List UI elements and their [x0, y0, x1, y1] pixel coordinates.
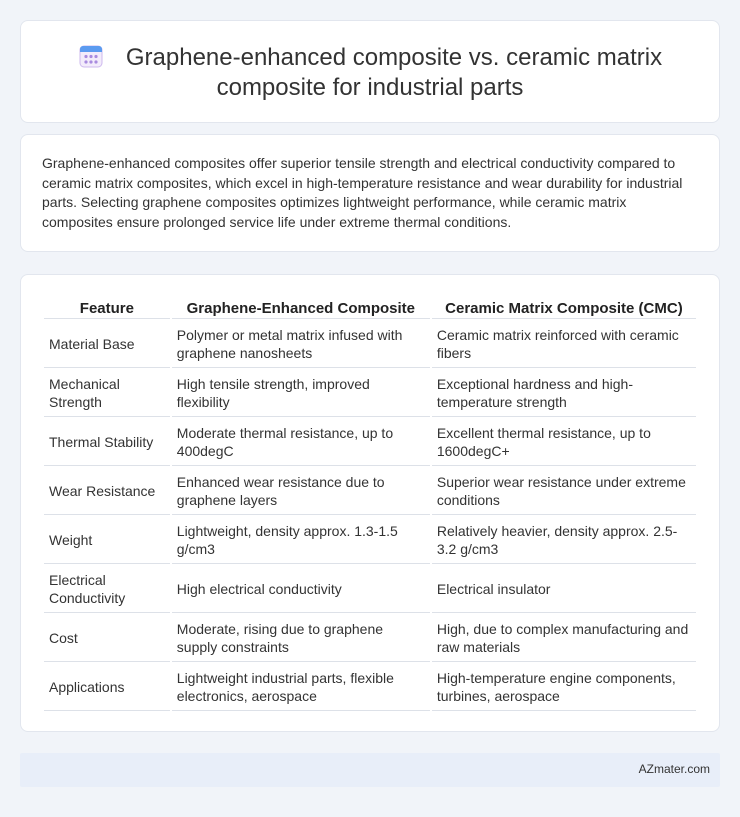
ceramic-cell: High-temperature engine components, turbines, aerospace: [432, 664, 696, 711]
comparison-table: [42, 295, 698, 713]
table-row: [44, 468, 696, 515]
table-row: [44, 419, 696, 466]
footer-site-link[interactable]: AZmater.com: [638, 762, 710, 776]
table-row: [44, 664, 696, 711]
feature-cell: Thermal Stability: [44, 419, 170, 466]
feature-cell: Material Base: [44, 321, 170, 368]
page-title: Graphene-enhanced composite vs. ceramic matrix composite for industrial parts: [125, 44, 663, 101]
ceramic-cell: High, due to complex manufacturing and raw materials: [432, 615, 696, 662]
table-row: [44, 615, 696, 662]
table-row: [44, 321, 696, 368]
title-card: [20, 20, 720, 123]
summary-card: [20, 134, 720, 252]
ceramic-cell: Superior wear resistance under extreme conditions: [432, 468, 696, 515]
calendar-icon: [78, 43, 104, 69]
comparison-card: [20, 274, 720, 732]
ceramic-cell: Excellent thermal resistance, up to 1600degC+: [432, 419, 696, 466]
summary-text: Graphene-enhanced composites offer superior tensile strength and electrical conductivity compared to ceramic matrix composites, which excel in high-temperature resistance and wear durability for industrial parts. Selecting graphene composites optimizes lightweight performance, while ceramic matrix composites ensure prolonged service life under extreme thermal conditions.: [42, 155, 683, 230]
ceramic-cell: Exceptional hardness and high-temperature strength: [432, 370, 696, 417]
graphene-cell: Polymer or metal matrix infused with graphene nanosheets: [172, 321, 430, 368]
header-feature: Feature: [44, 297, 170, 319]
graphene-cell: Enhanced wear resistance due to graphene layers: [172, 468, 430, 515]
feature-cell: Cost: [44, 615, 170, 662]
table-row: [44, 370, 696, 417]
feature-cell: Weight: [44, 517, 170, 564]
graphene-cell: Moderate, rising due to graphene supply constraints: [172, 615, 430, 662]
feature-cell: Applications: [44, 664, 170, 711]
graphene-cell: Lightweight, density approx. 1.3-1.5 g/cm3: [172, 517, 430, 564]
feature-cell: Wear Resistance: [44, 468, 170, 515]
graphene-cell: High tensile strength, improved flexibility: [172, 370, 430, 417]
ceramic-cell: Ceramic matrix reinforced with ceramic fibers: [432, 321, 696, 368]
graphene-cell: High electrical conductivity: [172, 566, 430, 613]
table-header-row: [44, 297, 696, 319]
footer: [20, 753, 720, 787]
table-row: [44, 517, 696, 564]
ceramic-cell: Electrical insulator: [432, 566, 696, 613]
ceramic-cell: Relatively heavier, density approx. 2.5-3.2 g/cm3: [432, 517, 696, 564]
graphene-cell: Moderate thermal resistance, up to 400degC: [172, 419, 430, 466]
table-row: [44, 566, 696, 613]
header-graphene: Graphene-Enhanced Composite: [172, 297, 430, 319]
feature-cell: Mechanical Strength: [44, 370, 170, 417]
feature-cell: Electrical Conductivity: [44, 566, 170, 613]
graphene-cell: Lightweight industrial parts, flexible electronics, aerospace: [172, 664, 430, 711]
header-ceramic: Ceramic Matrix Composite (CMC): [432, 297, 696, 319]
page-title-block: [21, 43, 719, 103]
